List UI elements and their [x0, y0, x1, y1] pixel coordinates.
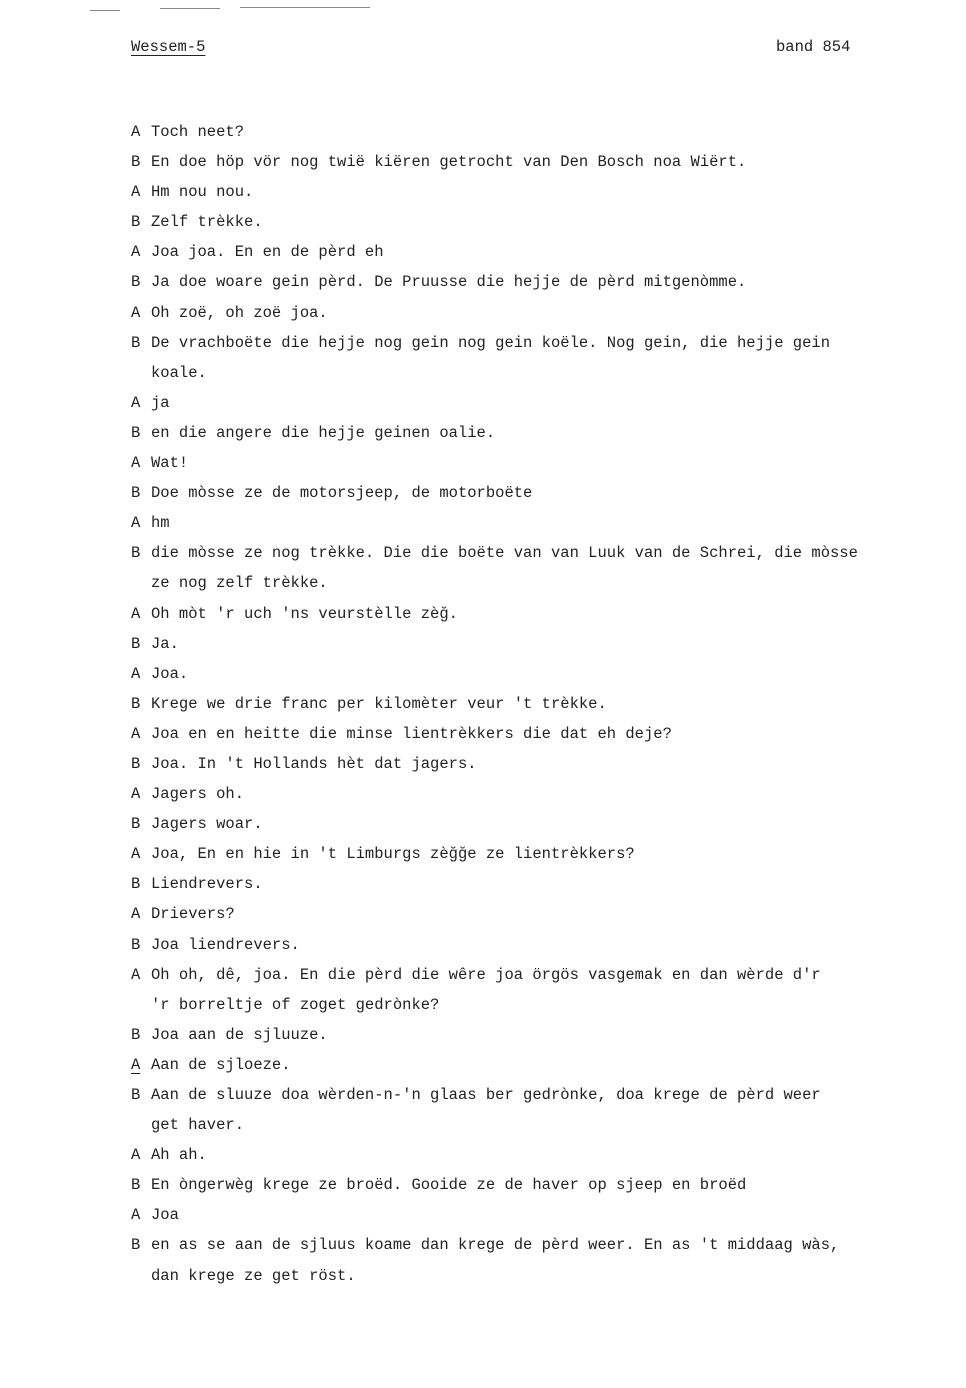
utterance-text: Aan de sluuze doa wèrden-n-'n glaas ber gedrònke, doa krege de pèrd weer: [151, 1086, 821, 1104]
header-file-label: Wessem-5: [131, 38, 206, 56]
speaker-label: B: [131, 153, 141, 172]
utterance-text: En doe höp vör nog twië kiëren getrocht van Den Bosch noa Wiërt.: [151, 153, 747, 172]
utterance-text: Oh oh, dê, joa. En die pèrd die wêre joa örgös vasgemak en dan wèrde d'r: [151, 965, 821, 984]
speaker-label: A: [131, 243, 141, 262]
utterance-text: Joa en en heitte die minse lientrèkkers die dat eh deje?: [151, 724, 672, 743]
speaker-label: B: [131, 1025, 141, 1044]
speaker-label: B: [131, 815, 141, 834]
speaker-label: A: [131, 303, 141, 322]
utterance-continuation: get haver.: [151, 1116, 245, 1135]
utterance-text: Joa joa. En en de pèrd eh: [151, 243, 384, 262]
utterance-text: Zelf trèkke.: [151, 213, 263, 232]
transcript-line: [131, 689, 931, 719]
transcript-line: [131, 478, 931, 508]
speaker-label: B: [131, 694, 141, 713]
speaker-label: A: [131, 454, 141, 473]
transcript-line: [131, 719, 931, 749]
speaker-label: A: [131, 123, 141, 141]
transcript-line: [131, 538, 931, 568]
speaker-label: B: [131, 333, 141, 352]
utterance-text: Wat!: [151, 454, 189, 473]
transcript-line: [131, 1140, 931, 1170]
utterance-continuation: dan krege ze get röst.: [151, 1266, 356, 1285]
utterance-text: Ja.: [151, 634, 179, 653]
speaker-label: A: [131, 1146, 141, 1165]
utterance-text: Liendrevers.: [151, 875, 263, 894]
speaker-label: A: [131, 965, 141, 984]
speaker-label: A: [131, 514, 141, 533]
transcript-line: [131, 779, 931, 809]
speaker-label: A: [131, 724, 141, 743]
transcript-line: [131, 930, 931, 960]
utterance-text: Jagers oh.: [151, 785, 245, 804]
speaker-label: A: [131, 604, 141, 623]
speaker-label: A: [131, 393, 141, 412]
transcript-line: [131, 659, 931, 689]
transcript-line: [131, 899, 931, 929]
transcript-line: [131, 1170, 931, 1200]
transcript-line: [131, 1080, 931, 1110]
transcript-line: [131, 388, 931, 418]
transcript: [131, 117, 931, 1291]
transcript-line: [131, 839, 931, 869]
transcript-line: [131, 1230, 931, 1260]
utterance-text: en die angere die hejje geinen oalie.: [151, 423, 496, 442]
utterance-text: Hm nou nou.: [151, 183, 254, 202]
transcript-line: [131, 177, 931, 207]
utterance-continuation: ze nog zelf trèkke.: [151, 574, 328, 593]
speaker-label: A: [131, 785, 141, 804]
utterance-text: Krege we drie franc per kilomèter veur 't trèkke.: [151, 694, 607, 713]
utterance-continuation: 'r borreltje of zoget gedrònke?: [151, 995, 440, 1014]
utterance-text: En òngerwèg krege ze broëd. Gooide ze de haver op sjeep en broëd: [151, 1176, 747, 1195]
utterance-text: De vrachboëte die hejje nog gein nog gein koële. Nog gein, die hejje gein: [151, 333, 831, 352]
utterance-text: hm: [151, 514, 170, 533]
transcript-line: [131, 448, 931, 478]
scan-artifact: [160, 8, 220, 9]
transcript-line: [131, 267, 931, 297]
utterance-text: Jagers woar.: [151, 815, 263, 834]
transcript-line: [131, 207, 931, 237]
speaker-label: B: [131, 484, 141, 503]
speaker-label: B: [131, 1176, 141, 1195]
transcript-line: [131, 298, 931, 328]
transcript-line: [131, 599, 931, 629]
utterance-text: Oh mòt 'r uch 'ns veurstèlle zèğ.: [151, 604, 458, 623]
speaker-label: A: [131, 845, 141, 864]
transcript-line: [131, 117, 931, 147]
transcript-line: [131, 749, 931, 779]
scan-artifact: [240, 7, 370, 8]
transcript-line: [131, 508, 931, 538]
utterance-text: Joa: [151, 1206, 179, 1225]
transcript-line: [131, 147, 931, 177]
utterance-text: Toch neet?: [151, 123, 245, 141]
speaker-label: B: [131, 273, 141, 292]
transcript-line: [131, 629, 931, 659]
transcript-line: [131, 1050, 931, 1080]
transcript-line: [131, 328, 931, 358]
utterance-text: Ah ah.: [151, 1146, 207, 1165]
utterance-text: Doe mòsse ze de motorsjeep, de motorboëte: [151, 484, 533, 503]
speaker-label: A: [131, 183, 141, 202]
transcript-line: [131, 809, 931, 839]
transcript-line: [131, 418, 931, 448]
utterance-text: Joa, En en hie in 't Limburgs zèğğe ze lientrèkkers?: [151, 845, 635, 864]
utterance-text: Joa aan de sjluuze.: [151, 1025, 328, 1044]
transcript-line: [131, 1020, 931, 1050]
speaker-label: B: [131, 935, 141, 954]
header-band-label: band 854: [776, 38, 851, 56]
transcript-line: [131, 1200, 931, 1230]
speaker-label: A: [131, 1206, 141, 1225]
utterance-text: Oh zoë, oh zoë joa.: [151, 303, 328, 322]
speaker-label: B: [131, 634, 141, 653]
speaker-label: B: [131, 875, 141, 894]
utterance-text: Joa.: [151, 664, 189, 683]
speaker-label: B: [131, 1236, 141, 1255]
utterance-text: Aan de sjloeze.: [151, 1055, 291, 1074]
speaker-label: A: [131, 1055, 141, 1074]
utterance-text: die mòsse ze nog trèkke. Die die boëte van van Luuk van de Schrei, die mòsse: [151, 544, 858, 563]
speaker-label: B: [131, 754, 141, 773]
transcript-line: [131, 960, 931, 990]
speaker-label: A: [131, 905, 141, 924]
speaker-label: A: [131, 664, 141, 683]
utterance-text: ja: [151, 393, 170, 412]
utterance-text: Ja doe woare gein pèrd. De Pruusse die hejje de pèrd mitgenòmme.: [151, 273, 747, 292]
transcript-line: [131, 237, 931, 267]
utterance-text: Joa. In 't Hollands hèt dat jagers.: [151, 754, 477, 773]
transcript-line: [131, 869, 931, 899]
utterance-text: Drievers?: [151, 905, 235, 924]
utterance-text: Joa liendrevers.: [151, 935, 300, 954]
speaker-label: B: [131, 423, 141, 442]
utterance-continuation: koale.: [151, 363, 207, 382]
scan-artifact: [90, 10, 120, 11]
speaker-label: B: [131, 1086, 141, 1104]
speaker-label: B: [131, 213, 141, 232]
utterance-text: en as se aan de sjluus koame dan krege de pèrd weer. En as 't middaag wàs,: [151, 1236, 840, 1255]
speaker-label: B: [131, 544, 141, 563]
